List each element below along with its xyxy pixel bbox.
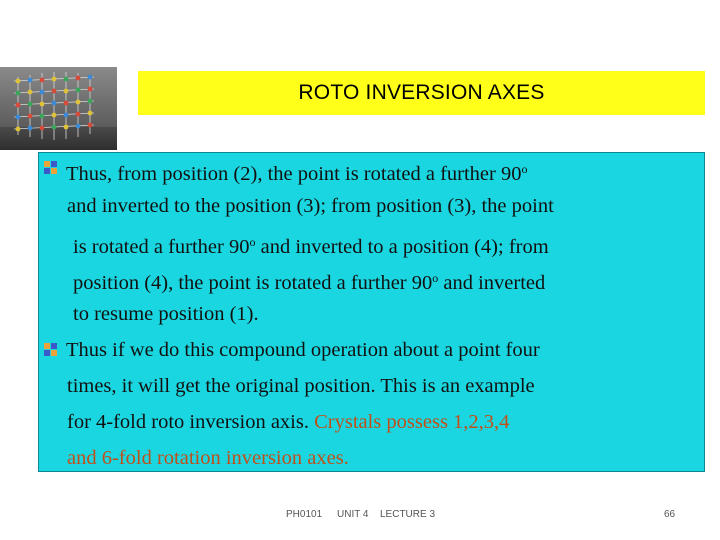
bullet1-line2: and inverted to the position (3); from position (3), the point — [67, 195, 554, 217]
bullet2-line2: times, it will get the original position. This is an example — [67, 375, 535, 397]
slide-title: ROTO INVERSION AXES — [298, 81, 545, 104]
highlight-text: Crystals possess 1,2,3,4 — [314, 411, 510, 433]
bullet2-line4 — [67, 446, 349, 470]
bullet1-line3: is rotated a further 90$^o$ and inverted to a position (4); from — [73, 235, 549, 258]
bullet1-line1: Thus, from position (2), the point is rotated a further 90$^o$ — [66, 162, 528, 185]
footer-lecture: LECTURE 3 — [380, 509, 436, 520]
footer-course: PH0101 — [286, 509, 323, 520]
bullet1-line4: position (4), the point is rotated a further 90$^o$ and inverted — [73, 271, 546, 294]
highlight-text: and 6-fold rotation inversion axes. — [67, 447, 349, 469]
bullet1-line5: to resume position (1). — [73, 303, 259, 325]
bullet2-line1: Thus if we do this compound operation about a point four — [66, 339, 540, 361]
footer-unit: UNIT 4 — [337, 509, 369, 520]
bullet-icon — [44, 343, 57, 356]
page-number: 66 — [664, 509, 676, 520]
bullet-icon — [44, 161, 57, 174]
bullet2-line3: for 4-fold roto inversion axis. Crystals possess 1,2,3,4 — [67, 411, 510, 433]
title-bar — [138, 71, 705, 115]
crystal-lattice-photo — [0, 67, 117, 150]
